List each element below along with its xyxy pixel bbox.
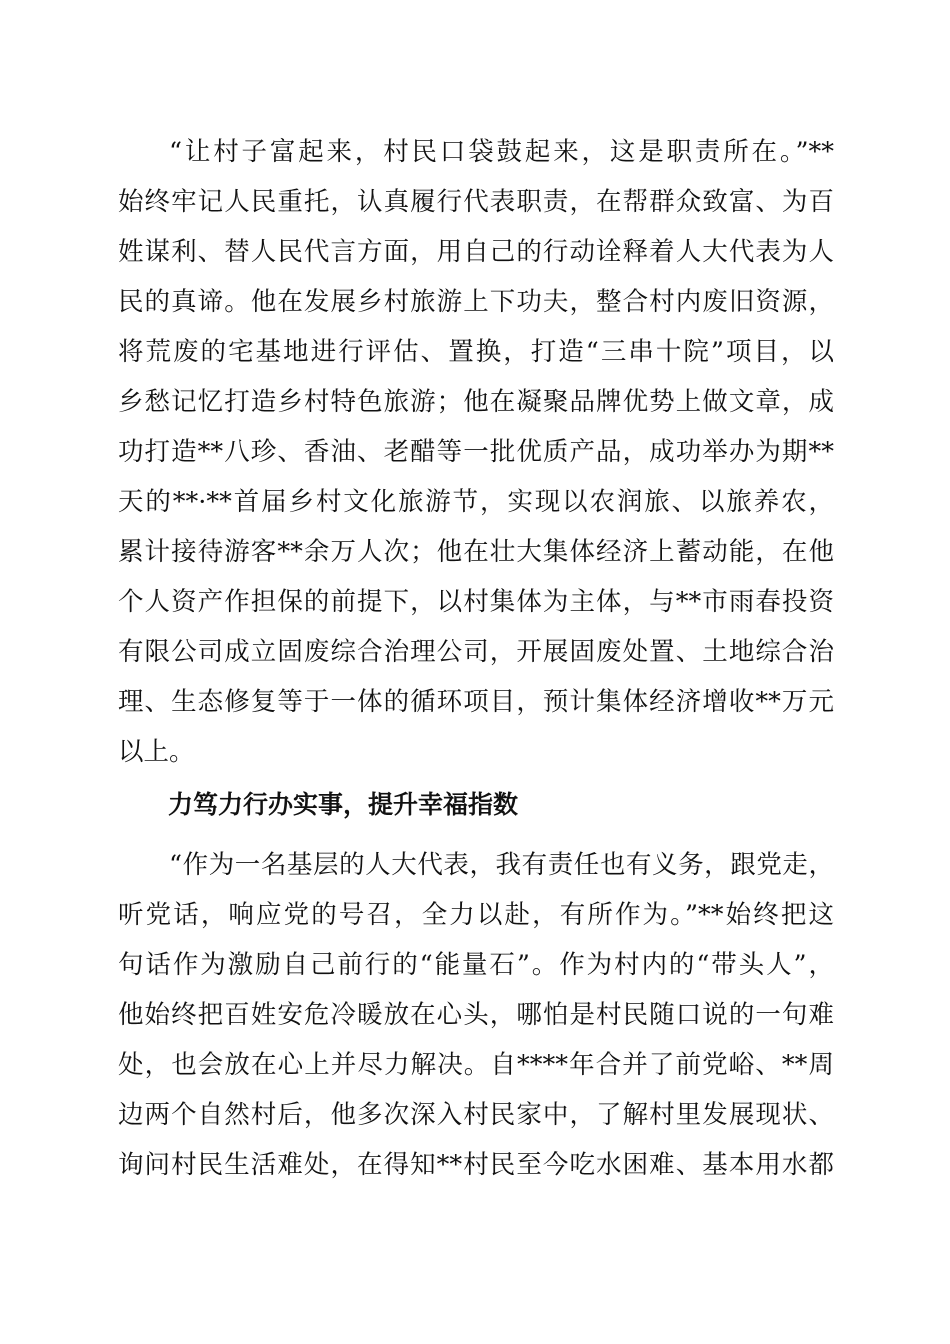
section-heading: 力笃力行办实事，提升幸福指数 [168,790,519,819]
paragraph-line: 始终牢记人民重托，认真履行代表职责，在帮群众致富、为百 [118,187,834,217]
paragraph-line: 询问村民生活难处，在得知**村民至今吃水困难、基本用水都 [118,1150,834,1180]
paragraph-line: 累计接待游客**余万人次；他在壮大集体经济上蓄动能，在他 [118,537,834,567]
paragraph-1 [118,127,834,777]
paragraph-line: 民的真谛。他在发展乡村旅游上下功夫，整合村内废旧资源， [118,287,834,317]
paragraph-line: 功打造**八珍、香油、老醋等一批优质产品，成功举办为期** [118,437,834,467]
paragraph-line: 以上。 [118,737,195,767]
paragraph-line: 天的**·**首届乡村文化旅游节，实现以农润旅、以旅养农， [118,487,834,517]
paragraph-line: 边两个自然村后，他多次深入村民家中，了解村里发展现状、 [118,1100,834,1130]
paragraph-line: 处，也会放在心上并尽力解决。自****年合并了前党峪、**周 [118,1050,834,1080]
paragraph-line: 姓谋利、替人民代言方面，用自己的行动诠释着人大代表为人 [118,237,834,267]
paragraph-line: 句话作为激励自己前行的“能量石”。作为村内的“带头人”， [118,950,834,980]
paragraph-line: 理、生态修复等于一体的循环项目，预计集体经济增收**万元 [118,687,834,717]
paragraph-line: 听党话，响应党的号召，全力以赴，有所作为。”**始终把这 [118,900,834,930]
paragraph-line: “作为一名基层的人大代表，我有责任也有义务，跟党走， [169,850,834,880]
paragraph-line: 乡愁记忆打造乡村特色旅游；他在凝聚品牌优势上做文章，成 [118,387,834,417]
paragraph-line: “让村子富起来，村民口袋鼓起来，这是职责所在。”** [169,137,834,167]
paragraph-2 [118,840,834,1190]
paragraph-line: 有限公司成立固废综合治理公司，开展固废处置、土地综合治 [118,637,834,667]
paragraph-line: 个人资产作担保的前提下，以村集体为主体，与**市雨春投资 [118,587,834,617]
paragraph-line: 将荒废的宅基地进行评估、置换，打造“三串十院”项目，以 [118,337,834,367]
paragraph-line: 他始终把百姓安危冷暖放在心头，哪怕是村民随口说的一句难 [118,1000,834,1030]
